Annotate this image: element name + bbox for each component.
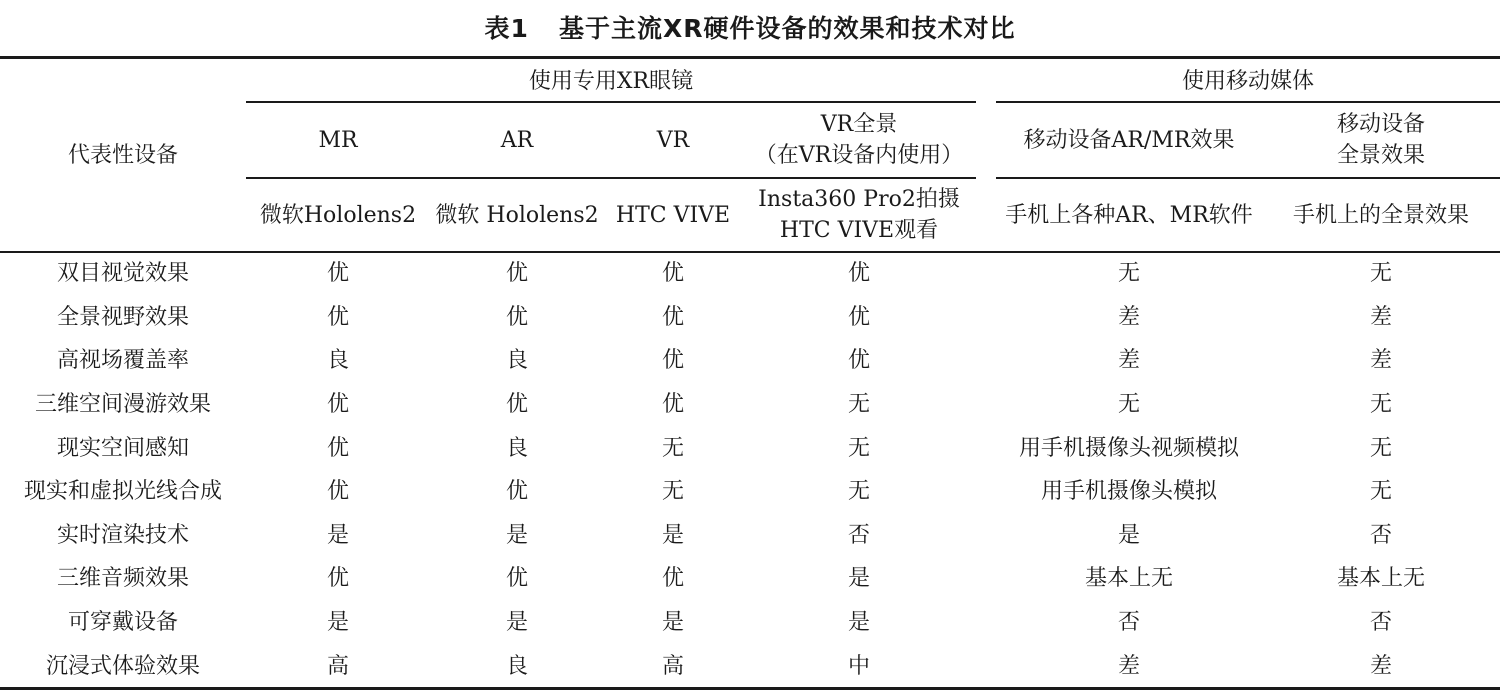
device-cell-vr: HTC VIVE [615,202,731,228]
group-header-mobile-media: 使用移动媒体 [1181,68,1314,94]
column-header-mobile-panorama-line2: 全景效果 [1336,143,1425,168]
cell-vr: 是 [661,522,684,548]
cell-mobile-panorama: 差 [1369,348,1392,374]
cell-ar: 优 [505,261,528,287]
cell-ar: 优 [505,392,528,418]
cell-mr: 优 [326,392,349,418]
row-label: 可穿戴设备 [67,610,178,636]
cell-mobile-ar-mr: 差 [1117,653,1140,679]
row-label: 沉浸式体验效果 [45,653,200,679]
cell-vr: 优 [661,304,684,330]
table-row [0,383,1500,427]
cell-mr: 是 [326,610,349,636]
column-header-mobile-panorama [1262,103,1500,177]
cell-mr: 优 [326,566,349,592]
cell-vr-panorama: 否 [847,522,870,548]
cell-vr: 无 [661,435,684,461]
cell-vr-panorama: 中 [847,653,870,679]
cell-ar: 良 [505,435,528,461]
column-header-ar: AR [500,127,534,153]
device-cell-mobile-panorama: 手机上的全景效果 [1292,202,1469,228]
cell-vr-panorama: 是 [847,566,870,592]
cell-mobile-ar-mr: 差 [1117,304,1140,330]
device-cell-vr-panorama-line1: Insta360 Pro2拍摄 [758,187,960,212]
caption-number: 表1 [484,14,529,43]
row-label: 现实空间感知 [56,435,189,461]
device-cell-mr: 微软Hololens2 [259,202,417,228]
cell-mobile-panorama: 无 [1369,435,1392,461]
cell-mobile-panorama: 无 [1369,261,1392,287]
cell-mobile-ar-mr: 无 [1117,392,1140,418]
column-header-vr-panorama [742,103,976,177]
cell-mobile-ar-mr: 差 [1117,348,1140,374]
cell-mobile-ar-mr: 用手机摄像头模拟 [1040,479,1217,505]
cell-mr: 是 [326,522,349,548]
cell-mobile-panorama: 无 [1369,392,1392,418]
cell-vr-panorama: 无 [847,479,870,505]
cell-mobile-ar-mr: 是 [1117,522,1140,548]
row-header-label: 代表性设备 [67,142,178,168]
table-row [0,470,1500,514]
cell-mobile-ar-mr: 无 [1117,261,1140,287]
table-row [0,644,1500,688]
cell-vr: 优 [661,348,684,374]
device-cell-vr-panorama-line2: HTC VIVE观看 [779,218,939,243]
cell-mr: 优 [326,479,349,505]
cell-vr: 高 [661,653,684,679]
cell-ar: 优 [505,304,528,330]
cell-ar: 是 [505,610,528,636]
column-header-vr-panorama-line1: VR全景 [820,112,898,137]
table-row [0,601,1500,645]
table-row [0,339,1500,383]
cell-ar: 优 [505,566,528,592]
cell-mr: 优 [326,304,349,330]
cell-mr: 良 [326,348,349,374]
device-cell-vr-panorama [742,179,976,251]
caption-title: 基于主流XR硬件设备的效果和技术对比 [558,14,1016,43]
table-row [0,514,1500,558]
cell-mobile-ar-mr: 基本上无 [1084,566,1173,592]
cell-vr: 无 [661,479,684,505]
row-label: 三维音频效果 [56,566,189,592]
row-label: 现实和虚拟光线合成 [23,479,222,505]
row-label: 高视场覆盖率 [56,348,189,374]
cell-vr: 优 [661,392,684,418]
cell-mobile-ar-mr: 否 [1117,610,1140,636]
column-header-mr: MR [318,127,358,153]
cell-vr: 优 [661,261,684,287]
cell-mr: 优 [326,435,349,461]
cell-vr: 是 [661,610,684,636]
cell-vr: 优 [661,566,684,592]
table-row [0,296,1500,340]
row-label: 实时渲染技术 [56,522,189,548]
cell-mobile-panorama: 差 [1369,653,1392,679]
cell-vr-panorama: 优 [847,304,870,330]
table-row [0,426,1500,470]
cell-ar: 良 [505,653,528,679]
cell-mobile-ar-mr: 用手机摄像头视频模拟 [1018,435,1239,461]
cell-ar: 良 [505,348,528,374]
cell-mobile-panorama: 否 [1369,610,1392,636]
cell-vr-panorama: 优 [847,348,870,374]
column-header-mobile-panorama-line1: 移动设备 [1336,112,1425,137]
cell-ar: 优 [505,479,528,505]
row-label: 双目视觉效果 [56,261,189,287]
table-row [0,557,1500,601]
column-header-vr: VR [656,127,690,153]
cell-vr-panorama: 优 [847,261,870,287]
cell-mobile-panorama: 差 [1369,304,1392,330]
cell-vr-panorama: 是 [847,610,870,636]
column-header-mobile-ar-mr: 移动设备AR/MR效果 [1023,127,1235,153]
table-caption [0,6,1500,52]
cell-ar: 是 [505,522,528,548]
row-label: 三维空间漫游效果 [34,392,211,418]
device-cell-mobile-ar-mr: 手机上各种AR、MR软件 [1005,202,1253,228]
cell-mr: 高 [326,653,349,679]
row-label: 全景视野效果 [56,304,189,330]
cell-mobile-panorama: 无 [1369,479,1392,505]
device-cell-ar: 微软 Hololens2 [435,202,599,228]
cell-vr-panorama: 无 [847,392,870,418]
cell-mobile-panorama: 否 [1369,522,1392,548]
group-header-xr-glasses: 使用专用XR眼镜 [528,68,694,94]
cell-vr-panorama: 无 [847,435,870,461]
cell-mr: 优 [326,261,349,287]
cell-mobile-panorama: 基本上无 [1336,566,1425,592]
table-row [0,252,1500,296]
column-header-vr-panorama-line2: （在VR设备内使用） [754,143,964,168]
